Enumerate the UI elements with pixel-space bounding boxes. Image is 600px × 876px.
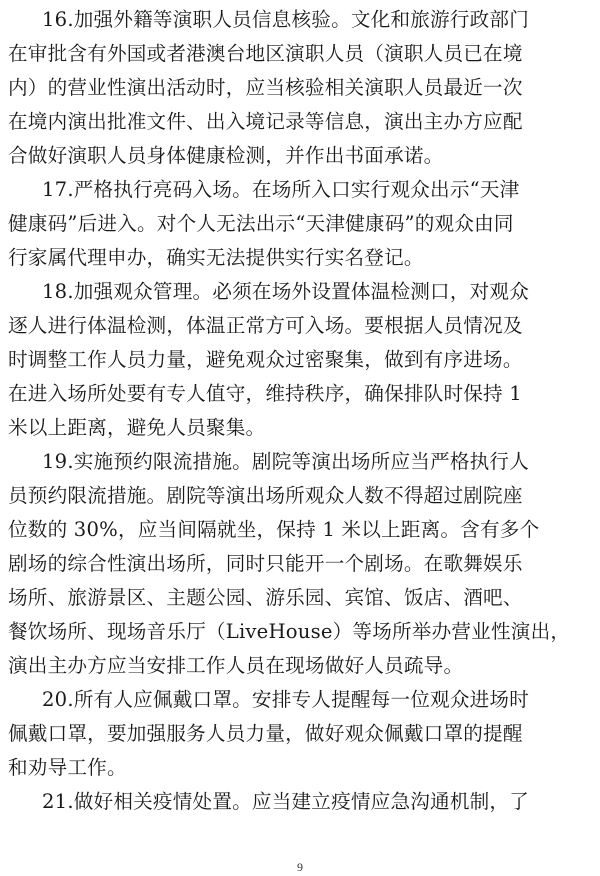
text-line: 剧场的综合性演出场所，同时只能开一个剧场。在歌舞娱乐 — [8, 552, 523, 575]
text-line: 在进入场所处要有专人值守，维持秩序，确保排队时保持 1 — [8, 382, 522, 405]
text-line: 19.实施预约限流措施。剧院等演出场所应当严格执行人 — [42, 450, 530, 473]
text-line: 内）的营业性演出活动时，应当核验相关演职人员最近一次 — [8, 76, 523, 99]
text-line: 在审批含有外国或者港澳台地区演职人员（演职人员已在境 — [8, 42, 523, 65]
text-line: 演出主办方应当安排工作人员在现场做好人员疏导。 — [8, 654, 464, 677]
text-line: 和劝导工作。 — [8, 756, 127, 779]
text-line: 米以上距离，避免人员聚集。 — [8, 416, 266, 439]
text-line: 时调整工作人员力量，避免观众过密聚集，做到有序进场。 — [8, 348, 523, 371]
text-line: 员预约限流措施。剧院等演出场所观众人数不得超过剧院座 — [8, 484, 523, 507]
page-number: 9 — [297, 860, 303, 874]
text-line: 餐饮场所、现场音乐厅（LiveHouse）等场所举办营业性演出， — [8, 620, 571, 643]
text-line: 健康码”后进入。对个人无法出示“天津健康码”的观众由同 — [8, 212, 514, 235]
text-line: 逐人进行体温检测，体温正常方可入场。要根据人员情况及 — [8, 314, 523, 337]
text-line: 行家属代理申办，确实无法提供实行实名登记。 — [8, 246, 424, 269]
text-line: 18.加强观众管理。必须在场外设置体温检测口，对观众 — [42, 280, 530, 303]
text-line: 21.做好相关疫情处置。应当建立疫情应急沟通机制，了 — [42, 790, 530, 813]
text-line: 场所、旅游景区、主题公园、游乐园、宾馆、饭店、酒吧、 — [8, 586, 523, 609]
text-line: 位数的 30%，应当间隔就坐，保持 1 米以上距离。含有多个 — [8, 518, 540, 541]
text-line: 合做好演职人员身体健康检测，并作出书面承诺。 — [8, 144, 444, 167]
text-line: 16.加强外籍等演职人员信息核验。文化和旅游行政部门 — [42, 8, 530, 31]
text-line: 17.严格执行亮码入场。在场所入口实行观众出示“天津 — [42, 178, 520, 201]
text-line: 20.所有人应佩戴口罩。安排专人提醒每一位观众进场时 — [42, 688, 530, 711]
text-line: 在境内演出批准文件、出入境记录等信息，演出主办方应配 — [8, 110, 523, 133]
text-line: 佩戴口罩，要加强服务人员力量，做好观众佩戴口罩的提醒 — [8, 722, 523, 745]
